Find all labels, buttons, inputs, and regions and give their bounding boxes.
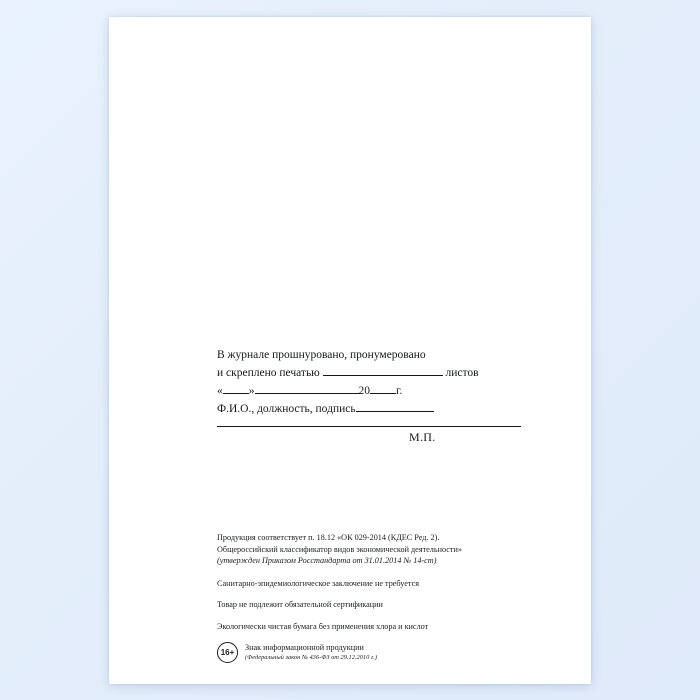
date-quote-close: » bbox=[248, 385, 255, 397]
age-rating-title: Знак информационной продукции bbox=[245, 643, 364, 652]
age-rating-badge-icon: 16+ bbox=[217, 642, 238, 663]
legal-paragraph-classifier bbox=[217, 532, 547, 567]
legal-classifier-line-1: Продукция соответствует п. 18.12 «ОК 029-2014 (КДЕС Ред. 2). bbox=[217, 533, 440, 542]
legal-paragraph-sanitary: Санитарно-эпидемиологическое заключение не требуется bbox=[217, 578, 419, 588]
document-page bbox=[109, 17, 591, 684]
age-rating-row bbox=[217, 642, 547, 663]
statement-line-1: В журнале прошнуровано, пронумеровано bbox=[217, 349, 426, 361]
signature-label: Ф.И.О., должность, подпись bbox=[217, 403, 356, 415]
sheets-count-blank[interactable] bbox=[323, 364, 443, 376]
page-content bbox=[109, 17, 591, 684]
legal-footer-block bbox=[217, 532, 547, 663]
date-year-suffix: г. bbox=[396, 385, 403, 397]
seal-place-label: М.П. bbox=[409, 430, 436, 444]
statement-line-2-prefix: и скреплено печатью bbox=[217, 367, 320, 379]
signature-blank[interactable] bbox=[356, 400, 434, 412]
legal-paragraph-paper: Экологически чистая бумага без применения хлора и кислот bbox=[217, 621, 429, 631]
statement-line-4-signature bbox=[217, 400, 537, 418]
statement-line-2-suffix: листов bbox=[445, 367, 479, 379]
age-rating-text bbox=[245, 643, 377, 662]
date-year-prefix: 20 bbox=[358, 385, 370, 397]
date-year-blank[interactable] bbox=[370, 382, 396, 394]
legal-classifier-line-2: Общероссийский классификатор видов экономической деятельности» bbox=[217, 544, 462, 554]
signature-rule bbox=[217, 425, 521, 427]
statement-line-3-date bbox=[217, 382, 537, 400]
date-month-blank[interactable] bbox=[255, 382, 359, 394]
statement-line-2 bbox=[217, 364, 537, 382]
legal-paragraph-certification: Товар не подлежит обязательной сертификации bbox=[217, 600, 383, 609]
date-day-blank[interactable] bbox=[223, 382, 249, 394]
legal-classifier-line-3: (утвержден Приказом Росстандарта от 31.01.2014 № 14-ст) bbox=[217, 556, 437, 565]
date-quote-open: « bbox=[217, 385, 223, 397]
age-rating-law: (Федеральный закон № 436-ФЗ от 29.12.2010 г.) bbox=[245, 654, 378, 661]
certification-statement-block bbox=[217, 347, 537, 427]
